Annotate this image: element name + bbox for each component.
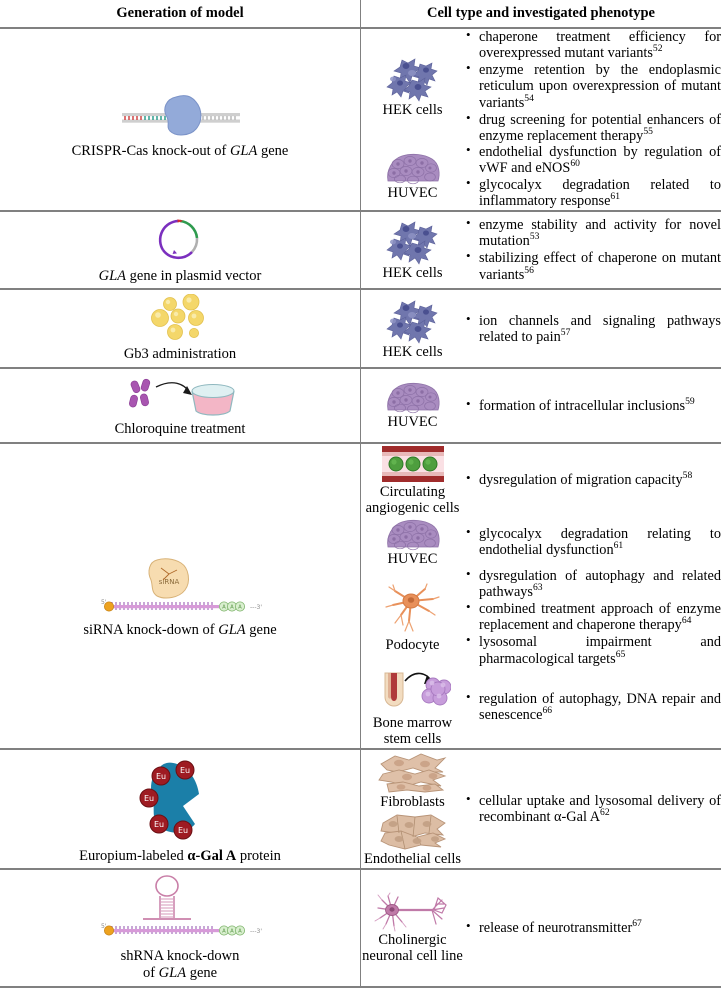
- svg-text:Eu: Eu: [177, 825, 189, 835]
- bone-marrow-stem-cells-icon: [361, 667, 464, 715]
- list-item: • lysosomal impairment and pharmacological targets$^{65}$: [464, 634, 721, 666]
- cell-type-label: HUVEC: [387, 550, 438, 567]
- cell-type-circulating-angiogenic-cells: [361, 444, 464, 517]
- hek-cells-icon: [361, 217, 464, 265]
- cell-type-bone-marrow-stem-cells: [361, 667, 464, 748]
- table-row: [361, 296, 721, 361]
- cell-type-huvec: [361, 517, 464, 568]
- sirna-mrna-icon: [6, 552, 354, 620]
- plasmid-vector-icon: [6, 216, 354, 266]
- huvec-icon: [361, 380, 464, 414]
- list-item: • combined treatment approach of enzyme replacement and chaperone therapy$^{64}$: [464, 601, 721, 633]
- phenotype-cell-gb3: [361, 289, 721, 368]
- phenotype-list-cell: [464, 217, 721, 283]
- phenotype-list: [464, 472, 721, 488]
- svg-text:A: A: [238, 928, 242, 935]
- table-row: [361, 892, 721, 965]
- shrna-hairpin-icon: [6, 874, 354, 946]
- svg-text:Eu: Eu: [179, 765, 191, 775]
- list-item: • regulation of autophagy, DNA repair and senescence$^{66}$: [464, 691, 721, 723]
- model-cell-chloroquine: [0, 368, 361, 443]
- model-label-europium: Europium-labeled α-Gal A protein: [79, 847, 281, 864]
- cell-type-label: HEK cells: [382, 344, 443, 361]
- cell-type-label: Cholinergic neuronal cell line: [362, 931, 463, 964]
- phenotype-list: [464, 920, 721, 936]
- cell-type-huvec: [361, 144, 464, 210]
- list-item: • dysregulation of migration capacity$^{58}$: [464, 472, 721, 488]
- list-item: • glycocalyx degradation related to inflammatory response$^{61}$: [464, 177, 721, 209]
- list-item: • enzyme stability and activity for novel mutation$^{53}$: [464, 217, 721, 249]
- table-row: [361, 750, 721, 811]
- model-label-crispr: CRISPR-Cas knock-out of GLA gene: [71, 142, 289, 159]
- svg-text:Eu: Eu: [155, 771, 167, 781]
- table-row: [361, 217, 721, 283]
- svg-text:Eu: Eu: [153, 819, 165, 829]
- phenotype-list: [464, 568, 721, 667]
- column-header-generation-of-model: Generation of model: [0, 0, 361, 28]
- model-cell-europium: [0, 749, 361, 870]
- list-item: • formation of intracellular inclusions$^{59}$: [464, 398, 721, 414]
- svg-text:A: A: [222, 928, 226, 935]
- huvec-icon: [361, 151, 464, 185]
- table-row: [361, 29, 721, 144]
- cell-type-label: Endothelial cells: [363, 850, 462, 867]
- list-item: • cellular uptake and lysosomal delivery of recombinant α-Gal A$^{62}$: [464, 793, 721, 825]
- table-row: [361, 568, 721, 667]
- cell-type-hek: [361, 29, 464, 144]
- cell-type-hek: [361, 296, 464, 361]
- svg-text:5': 5': [101, 923, 107, 931]
- phenotype-list-cell: [464, 144, 721, 210]
- svg-text:A: A: [230, 928, 234, 935]
- phenotype-list-cell: [464, 517, 721, 568]
- cell-type-label: Fibroblasts: [380, 793, 445, 810]
- model-label-gb3: Gb3 administration: [123, 346, 237, 363]
- phenotype-list-cell: [464, 444, 721, 517]
- phenotype-cell-chloroquine: [361, 368, 721, 443]
- list-item: • dysregulation of autophagy and related pathways$^{63}$: [464, 568, 721, 600]
- table-row: [361, 380, 721, 431]
- phenotype-list-cell: [464, 568, 721, 667]
- model-label-shrna: shRNA knock-down of GLA gene: [120, 948, 240, 982]
- phenotype-list: [464, 395, 721, 414]
- cholinergic-neuron-icon: [361, 892, 464, 932]
- huvec-icon: [361, 517, 464, 551]
- list-item: • release of neurotransmitter$^{67}$: [464, 920, 721, 936]
- phenotype-list-cell: [464, 892, 721, 965]
- table-section-sirna: [0, 443, 721, 749]
- phenotype-list-cell: [464, 667, 721, 748]
- cell-type-cholinergic-neuronal-cell-line: [361, 892, 464, 965]
- phenotype-cell-plasmid: [361, 211, 721, 290]
- chloroquine-petri-dish-icon: [6, 373, 354, 419]
- model-cell-crispr: [0, 28, 361, 211]
- table-row: [361, 517, 721, 568]
- svg-text:siRNA: siRNA: [158, 578, 180, 587]
- cell-type-label: HEK cells: [382, 102, 443, 119]
- cell-type-label: HUVEC: [387, 414, 438, 431]
- phenotype-list-cell: [464, 296, 721, 361]
- europium-labeled-protein-icon: [6, 754, 354, 846]
- circulating-angiogenic-cells-icon: [361, 444, 464, 484]
- svg-text:Eu: Eu: [143, 793, 155, 803]
- cell-type-endothelial-cells: [361, 811, 464, 868]
- phenotype-cell-crispr: [361, 28, 721, 211]
- cell-type-fibroblasts: [361, 750, 464, 811]
- phenotype-list: [464, 793, 721, 825]
- gb3-lipid-globules-icon: [6, 294, 354, 344]
- endothelial-cells-icon: [361, 811, 464, 851]
- model-cell-plasmid: [0, 211, 361, 290]
- cell-type-hek: [361, 217, 464, 283]
- column-header-cell-type-phenotype: Cell type and investigated phenotype: [361, 0, 721, 28]
- cell-type-label: Bone marrow stem cells: [372, 714, 453, 747]
- cell-type-label: HUVEC: [387, 185, 438, 202]
- phenotype-cell-europium: [361, 749, 721, 870]
- model-cell-sirna: [0, 443, 361, 749]
- cell-type-label: Podocyte: [385, 636, 440, 653]
- table-section-shrna: [0, 869, 721, 987]
- hek-cells-icon: [361, 296, 464, 344]
- svg-text:---3': ---3': [250, 928, 262, 936]
- model-cell-gb3: [0, 289, 361, 368]
- crispr-cas9-dna-icon: [6, 79, 354, 141]
- model-cell-shrna: [0, 869, 361, 987]
- model-label-plasmid: GLA gene in plasmid vector: [98, 267, 262, 284]
- table-section-chloroquine: [0, 368, 721, 443]
- table-header-row: [0, 0, 721, 28]
- cell-type-huvec: [361, 380, 464, 431]
- list-item: • stabilizing effect of chaperone on mutant variants$^{56}$: [464, 250, 721, 282]
- list-item: • glycocalyx degradation relating to endothelial dysfunction$^{61}$: [464, 526, 721, 558]
- phenotype-list-cell: [464, 380, 721, 431]
- table-row: [361, 144, 721, 210]
- svg-text:A: A: [222, 604, 226, 611]
- model-label-chloroquine: Chloroquine treatment: [114, 421, 246, 438]
- phenotype-list-cell: [464, 29, 721, 144]
- phenotype-list: [464, 691, 721, 723]
- model-label-sirna: siRNA knock-down of GLA gene: [83, 622, 277, 639]
- list-item: • enzyme retention by the endoplasmic reticulum upon overexpression of mutant variants$^{54}$: [464, 62, 721, 110]
- list-item: • chaperone treatment efficiency for overexpressed mutant variants$^{52}$: [464, 29, 721, 61]
- list-item: • drug screening for potential enhancers of enzyme replacement therapy$^{55}$: [464, 112, 721, 144]
- phenotype-list: [464, 313, 721, 345]
- svg-text:A: A: [238, 604, 242, 611]
- phenotype-list-cell-merged: [464, 750, 721, 868]
- hek-cells-icon: [361, 54, 464, 102]
- list-item: • endothelial dysfunction by regulation of vWF and eNOS$^{60}$: [464, 144, 721, 176]
- list-item: • ion channels and signaling pathways related to pain$^{57}$: [464, 313, 721, 345]
- fibroblasts-icon: [361, 750, 464, 794]
- phenotype-cell-sirna: [361, 443, 721, 749]
- alpha-gal-a-bold: α-Gal A: [187, 847, 237, 864]
- phenotype-list: [464, 29, 721, 144]
- table-row: [361, 444, 721, 517]
- table-section-gla-plasmid: [0, 211, 721, 290]
- cell-type-podocyte: [361, 568, 464, 667]
- cell-type-label: Circulating angiogenic cells: [365, 483, 460, 516]
- phenotype-list: [464, 217, 721, 283]
- svg-text:---3': ---3': [250, 604, 262, 612]
- phenotype-cell-shrna: [361, 869, 721, 987]
- cell-type-label: HEK cells: [382, 265, 443, 282]
- podocyte-icon: [361, 581, 464, 637]
- table-section-europium: [0, 749, 721, 870]
- svg-text:A: A: [230, 604, 234, 611]
- table-section-gb3: [0, 289, 721, 368]
- table-row: [361, 667, 721, 748]
- table-section-crispr-cas-knockout: [0, 28, 721, 211]
- phenotype-list: [464, 144, 721, 210]
- svg-text:5': 5': [101, 599, 107, 607]
- phenotype-list: [464, 526, 721, 558]
